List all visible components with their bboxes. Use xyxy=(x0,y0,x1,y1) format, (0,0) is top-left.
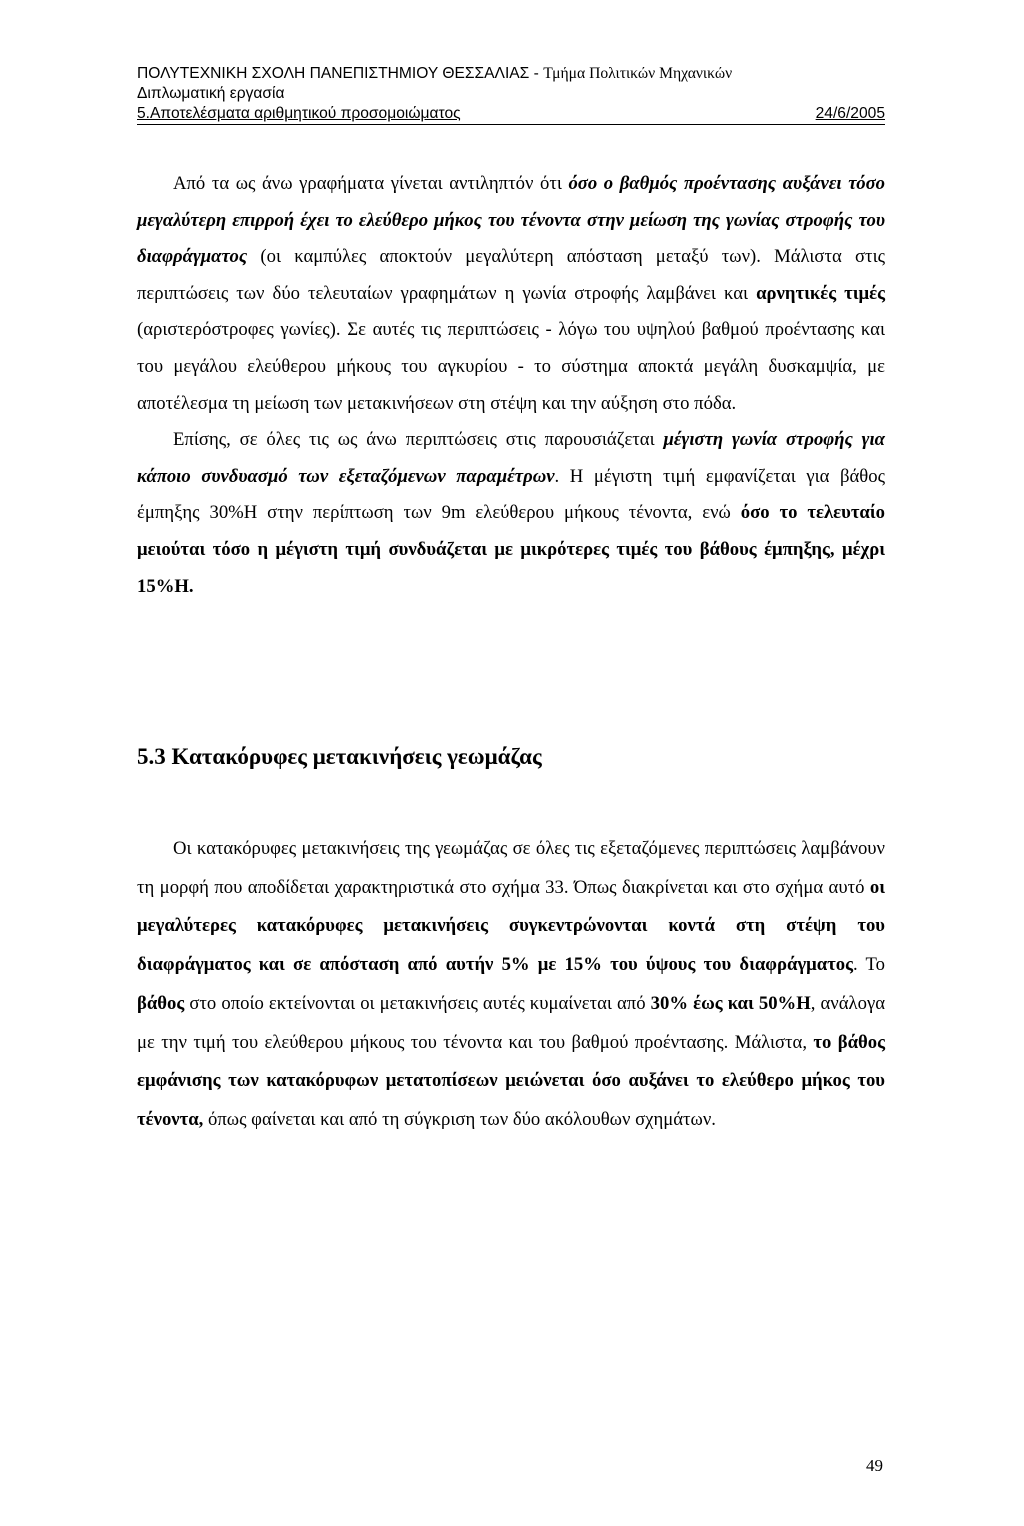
section-heading: 5.3 Κατακόρυφες μετακινήσεις γεωμάζας xyxy=(137,744,542,769)
header-date: 24/6/2005 xyxy=(815,105,885,122)
emphasis-run: οι μεγαλύτερες κατακόρυφες μετακινήσεις συγκεντρώνονται κοντά στη στέψη του διαφράγματος και σε απόσταση από αυτήν 5% με 15% του ύψους του διαφράγματος xyxy=(137,876,885,976)
header-doc-type: Διπλωματική εργασία xyxy=(137,85,285,102)
text-run: Οι κατακόρυφες μετακινήσεις της γεωμάζας σε όλες τις εξεταζόμενες περιπτώσεις λαμβάνουν τη μορφή που αποδίδεται χαρακτηριστικά στο σχήμα 33. Όπως διακρίνεται και στο σχήμα αυτό xyxy=(137,838,885,898)
emphasis-run: όσο το τελευταίο μειούται τόσο η μέγιστη τιμή συνδυάζεται με μικρότερες τιμές του βάθους έμπηξης, μέχρι 15%Η. xyxy=(137,502,885,597)
paragraph-1 xyxy=(137,166,885,422)
body-section-2 xyxy=(137,830,885,1140)
emphasis-run: μέγιστη γωνία στροφής για κάποιο συνδυασμό των εξεταζόμενων παραμέτρων xyxy=(137,429,885,487)
page-header xyxy=(137,64,885,125)
emphasis-run: 30% έως και 50%Η xyxy=(650,992,811,1014)
emphasis-run: το βάθος εμφάνισης των κατακόρυφων μετατοπίσεων μειώνεται όσο αυξάνει το ελεύθερο μήκος του τένοντα, xyxy=(137,1031,885,1130)
text-run: (οι καμπύλες αποκτούν μεγαλύτερη απόσταση μεταξύ των). Μάλιστα στις περιπτώσεις των δύο τελευταίων γραφημάτων η γωνία στροφής λαμβάνει και xyxy=(137,246,885,304)
header-institution: ΠΟΛΥΤΕΧΝΙΚΗ ΣΧΟΛΗ ΠΑΝΕΠΙΣΤΗΜΙΟΥ ΘΕΣΣΑΛΙΑΣ - xyxy=(137,65,544,82)
text-run: στο οποίο εκτείνονται οι μετακινήσεις αυτές κυμαίνεται από xyxy=(184,992,651,1014)
text-run: . Το xyxy=(853,954,885,976)
text-run: (αριστερόστροφες γωνίες). Σε αυτές τις περιπτώσεις - λόγω του υψηλού βαθμού προέντασης και του μεγάλου ελεύθερου μήκους του αγκυρίου - το σύστημα αποκτά μεγάλη δυσκαμψία, με αποτέλεσμα τη μείωση των μετακινήσεων στη στέψη και την αύξηση στο πόδα. xyxy=(137,319,885,414)
page-number: 49 xyxy=(866,1456,883,1475)
emphasis-run: βάθος xyxy=(137,992,185,1014)
emphasis-run: αρνητικές τιμές xyxy=(756,282,885,304)
header-line-1 xyxy=(137,64,885,84)
text-run: Επίσης, σε όλες τις ως άνω περιπτώσεις στις παρουσιάζεται xyxy=(173,429,664,451)
header-chapter: 5.Αποτελέσματα αριθμητικού προσομοιώματος xyxy=(137,105,461,122)
paragraph-3 xyxy=(137,830,885,1140)
text-run: όπως φαίνεται και από τη σύγκριση των δύο ακόλουθων σχημάτων. xyxy=(203,1108,716,1130)
text-run: Από τα ως άνω γραφήματα γίνεται αντιληπτόν ότι xyxy=(173,173,569,194)
text-run: . Η μέγιστη τιμή εμφανίζεται για βάθος έμπηξης 30%Η στην περίπτωση των 9m ελεύθερου μήκους τένοντα, ενώ xyxy=(137,465,885,524)
header-department: Τμήμα Πολιτικών Μηχανικών xyxy=(543,65,733,82)
header-line-3 xyxy=(137,104,885,125)
body-section-1 xyxy=(137,166,885,605)
paragraph-2 xyxy=(137,422,885,605)
emphasis-run: όσο ο βαθμός προέντασης αυξάνει τόσο μεγαλύτερη επιρροή έχει το ελεύθερο μήκος του τένοντα στην μείωση της γωνίας στροφής του διαφράγματος xyxy=(137,173,885,268)
text-run: , ανάλογα με την τιμή του ελεύθερου μήκους του τένοντα και του βαθμού προέντασης. Μάλιστα, xyxy=(137,992,885,1053)
